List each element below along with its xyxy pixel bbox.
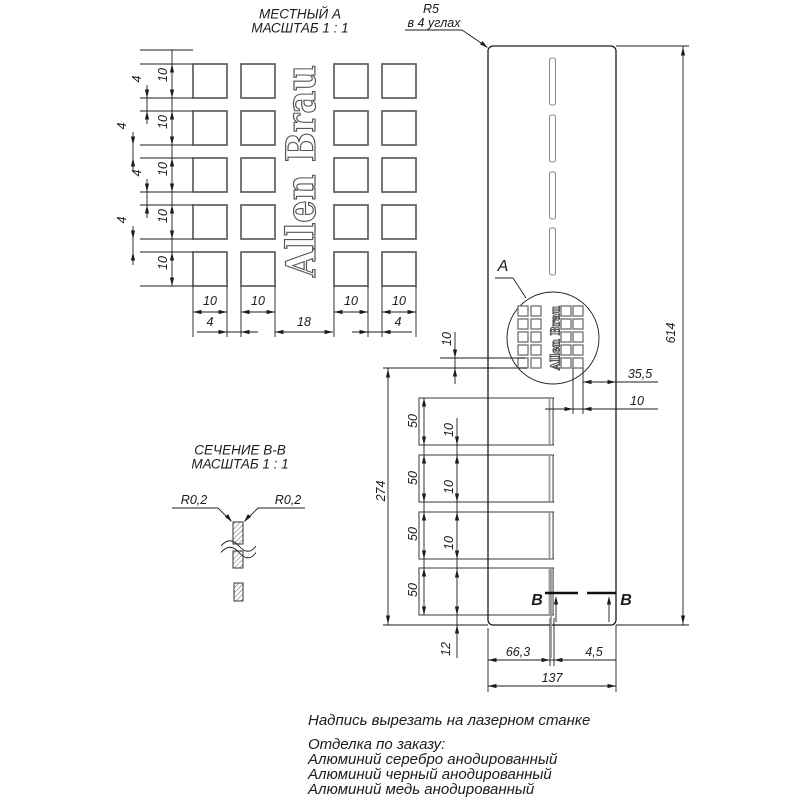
dim-slot-zone-label: 274: [374, 480, 388, 502]
local-dim-square: 10: [156, 209, 170, 223]
corner-radius-label: R5: [423, 2, 439, 16]
local-dim-gap: 4: [115, 216, 129, 224]
panel-slots: [419, 398, 554, 615]
detail-a-leader: [495, 278, 526, 298]
brand-text-detail: Allen Brau: [548, 298, 563, 370]
panel-slits: [550, 58, 556, 275]
local-dim-gap-mid: 18: [297, 315, 311, 329]
section-cut-marks: [545, 568, 616, 658]
section-view-title: СЕЧЕНИЕ В-В: [194, 442, 286, 458]
note-copper: Алюминий медь анодированный: [308, 781, 535, 798]
local-dim-gap: 4: [130, 169, 144, 177]
local-dim-square: 10: [156, 68, 170, 82]
note-laser: Надпись вырезать на лазерном станке: [308, 712, 591, 729]
dim-slot-from-left-label: 66,3: [505, 645, 531, 659]
dim-slot-label: 50: [406, 527, 420, 541]
section-view-scale: МАСШТАБ 1 : 1: [191, 456, 289, 472]
dim-slot-gap-label: 10: [442, 423, 456, 437]
local-view-scale: МАСШТАБ 1 : 1: [251, 20, 349, 36]
section-view-graphic: [172, 508, 305, 601]
local-dim-square: 10: [156, 115, 170, 129]
dim-slot-gap-label: 10: [442, 536, 456, 550]
detail-circle-a: [507, 292, 599, 384]
dim-height-label: 614: [664, 322, 678, 344]
radius-r02-right-label: R0,2: [274, 493, 302, 507]
local-dim-square: 10: [156, 256, 170, 270]
dim-slot-gap-label: 10: [442, 480, 456, 494]
dim-edge-label: 35,5: [627, 367, 653, 381]
local-dim-gap: 4: [130, 75, 144, 83]
dim-slot-width-label: 4,5: [585, 645, 603, 659]
local-dim-col: 10: [392, 294, 406, 308]
local-dim-col: 10: [251, 294, 265, 308]
local-dim-col: 10: [344, 294, 358, 308]
dim-614: [616, 46, 689, 625]
section-b-letter-left: В: [531, 592, 543, 609]
dim-square-col-label: 10: [630, 394, 644, 408]
dim-square-row-label: 10: [440, 332, 454, 346]
dim-slot-label: 50: [406, 471, 420, 485]
local-view-grid: [193, 37, 416, 286]
dim-10-circle: [383, 332, 527, 384]
note-finish: Отделка по заказу:: [308, 736, 446, 753]
local-dim-square: 10: [156, 162, 170, 176]
local-view-title: МЕСТНЫЙ А: [259, 6, 341, 22]
dim-width-label: 137: [541, 671, 563, 685]
local-dim-col: 10: [203, 294, 217, 308]
local-view-bottom-dims: [193, 286, 416, 337]
brand-text-local: Allen Brau: [278, 37, 325, 277]
radius-r02-left-label: R0,2: [180, 493, 208, 507]
section-b-letter-right: В: [620, 592, 632, 609]
dim-slot-label: 50: [406, 583, 420, 597]
local-dim-gap-right: 4: [394, 315, 402, 329]
corner-radius-leader: [405, 30, 489, 50]
dim-slot-label: 50: [406, 414, 420, 428]
detail-a-label: А: [497, 258, 509, 275]
local-dim-gap-left: 4: [206, 315, 214, 329]
corner-note-label: в 4 углах: [407, 16, 461, 30]
note-silver: Алюминий серебро анодированный: [308, 751, 558, 768]
dim-bottom-gap-label: 12: [439, 642, 453, 656]
note-black: Алюминий черный анодированный: [308, 766, 552, 783]
local-dim-gap: 4: [115, 122, 129, 130]
